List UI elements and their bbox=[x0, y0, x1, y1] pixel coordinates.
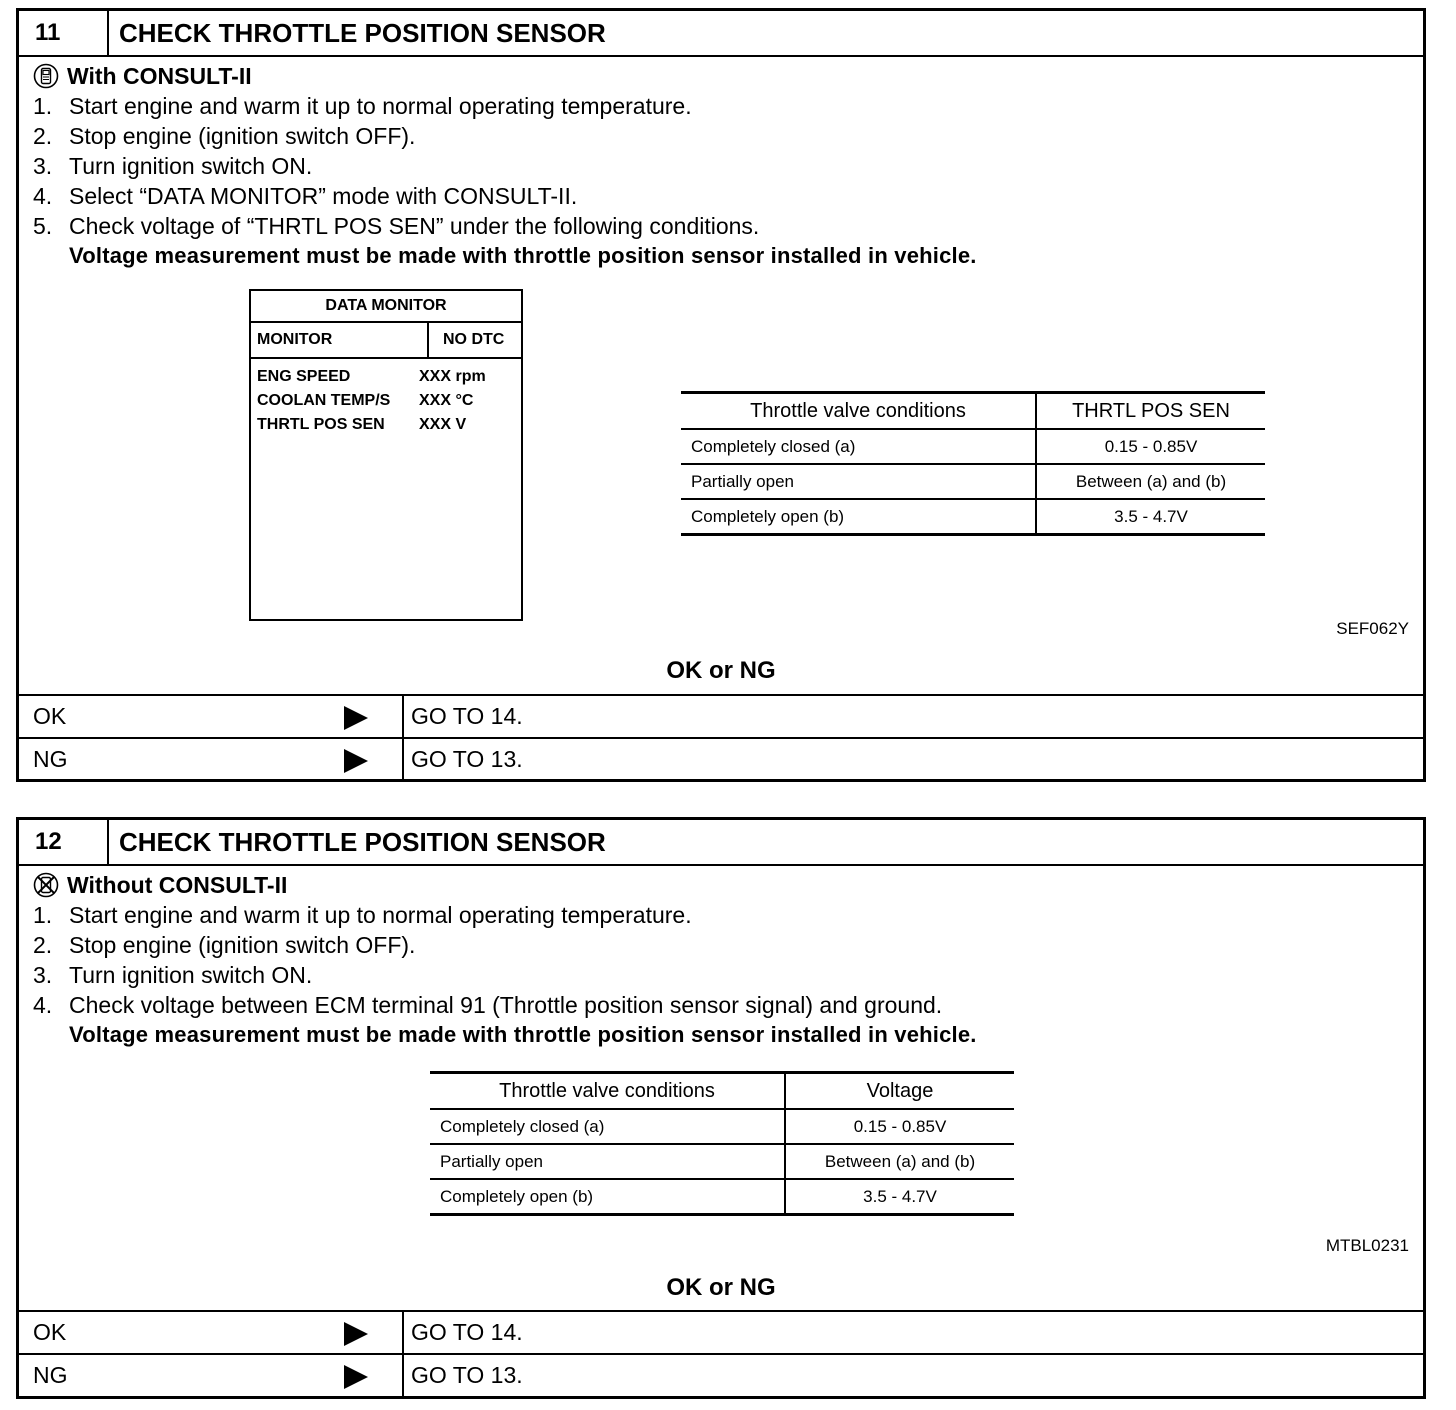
section-number: 12 bbox=[19, 820, 109, 864]
result-row-ok: OK GO TO 14. bbox=[19, 1310, 1423, 1355]
table-row: Completely open (b) 3.5 - 4.7V bbox=[430, 1179, 1014, 1215]
no-consult-icon bbox=[33, 872, 59, 898]
table-header-row: Throttle valve conditions THRTL POS SEN bbox=[681, 393, 1265, 430]
step: 4. Select “DATA MONITOR” mode with CONSULT-II. bbox=[33, 183, 578, 209]
data-monitor-header: MONITOR NO DTC bbox=[251, 323, 521, 359]
result-title: OK or NG bbox=[666, 657, 776, 684]
mode-label: Without CONSULT-II bbox=[67, 872, 288, 898]
table-row: Partially open Between (a) and (b) bbox=[430, 1144, 1014, 1179]
section-number: 11 bbox=[19, 11, 109, 55]
condition-table bbox=[430, 1071, 1014, 1216]
step: 2. Stop engine (ignition switch OFF). bbox=[33, 932, 416, 958]
result-title: OK or NG bbox=[666, 1274, 776, 1301]
monitor-item: THRTL POS SEN XXX V bbox=[257, 416, 467, 433]
figure-id: SEF062Y bbox=[1336, 619, 1409, 638]
right-arrow-icon bbox=[344, 706, 368, 730]
data-monitor-screen bbox=[249, 289, 523, 621]
table-row: Completely closed (a) 0.15 - 0.85V bbox=[430, 1109, 1014, 1144]
step-list bbox=[33, 900, 1409, 1020]
warning-note: Voltage measurement must be made with throttle position sensor installed in vehicle. bbox=[69, 243, 977, 268]
warning-note: Voltage measurement must be made with throttle position sensor installed in vehicle. bbox=[69, 1022, 977, 1047]
step: 2. Stop engine (ignition switch OFF). bbox=[33, 123, 416, 149]
table-row: Completely closed (a) 0.15 - 0.85V bbox=[681, 429, 1265, 464]
monitor-item: COOLAN TEMP/S XXX °C bbox=[257, 392, 474, 409]
step: 5. Check voltage of “THRTL POS SEN” under the following conditions. bbox=[33, 213, 760, 239]
step: 3. Turn ignition switch ON. bbox=[33, 962, 313, 988]
result-row-ok: OK GO TO 14. bbox=[19, 694, 1423, 739]
section-12 bbox=[16, 817, 1426, 1399]
table-header-row: Throttle valve conditions Voltage bbox=[430, 1073, 1014, 1110]
right-arrow-icon bbox=[344, 1365, 368, 1389]
table-row: Completely open (b) 3.5 - 4.7V bbox=[681, 499, 1265, 535]
result-row-ng: NG GO TO 13. bbox=[19, 737, 1423, 782]
section-header bbox=[19, 11, 1423, 57]
step: 1. Start engine and warm it up to normal operating temperature. bbox=[33, 93, 692, 119]
condition-table bbox=[681, 391, 1265, 536]
right-arrow-icon bbox=[344, 1322, 368, 1346]
right-arrow-icon bbox=[344, 749, 368, 773]
step-list bbox=[33, 91, 1409, 241]
step: 1. Start engine and warm it up to normal operating temperature. bbox=[33, 902, 692, 928]
step: 4. Check voltage between ECM terminal 91 (Throttle position sensor signal) and ground. bbox=[33, 992, 943, 1018]
mode-heading bbox=[33, 870, 1409, 900]
monitor-item: ENG SPEED XXX rpm bbox=[257, 368, 486, 385]
result-row-ng: NG GO TO 13. bbox=[19, 1353, 1423, 1398]
section-11 bbox=[16, 8, 1426, 782]
step: 3. Turn ignition switch ON. bbox=[33, 153, 313, 179]
data-monitor-title: DATA MONITOR bbox=[251, 291, 521, 323]
section-body bbox=[33, 870, 1409, 1050]
mode-label: With CONSULT-II bbox=[67, 63, 252, 89]
section-title: CHECK THROTTLE POSITION SENSOR bbox=[119, 827, 606, 857]
section-header bbox=[19, 820, 1423, 866]
figure-id: MTBL0231 bbox=[1325, 1236, 1409, 1255]
section-body bbox=[33, 61, 1409, 271]
consult-icon bbox=[33, 63, 59, 89]
section-title: CHECK THROTTLE POSITION SENSOR bbox=[119, 18, 606, 48]
table-row: Partially open Between (a) and (b) bbox=[681, 464, 1265, 499]
mode-heading bbox=[33, 61, 1409, 91]
